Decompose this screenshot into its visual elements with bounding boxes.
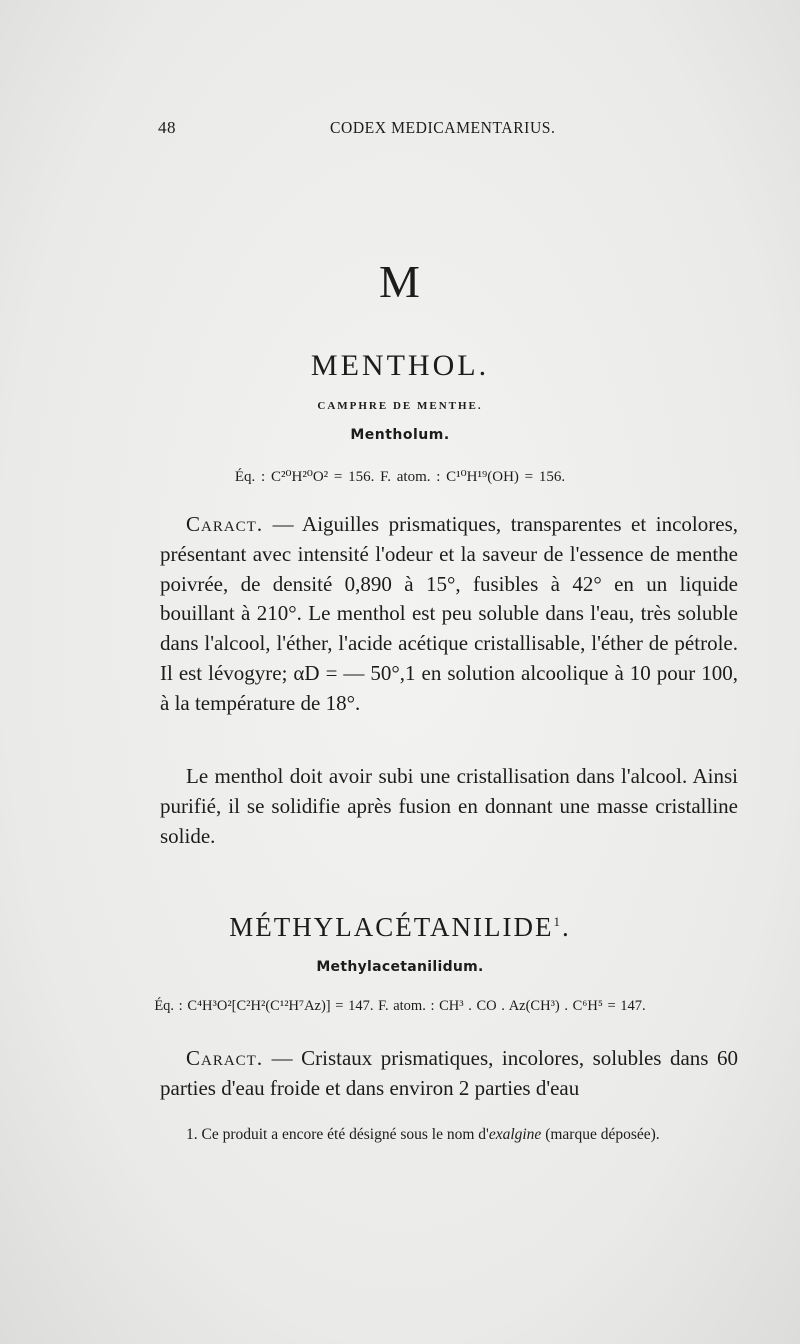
footnote-italic: exalgine [488, 1126, 542, 1143]
footnote-text: 1. Ce produit a encore été désigné sous le nom d' [186, 1126, 489, 1143]
chemical-formula: Éq. : C⁴H³O²[C²H²(C¹²H⁷Az)] = 147. F. atom. : CH³ . CO . Az(CH³) . C⁶H⁵ = 147. [154, 998, 646, 1014]
footnote [160, 1126, 738, 1144]
entry-title-text: MÉTHYLACÉTANILIDE [229, 912, 554, 942]
page-header [158, 118, 738, 142]
footnote-text-end: (marque déposée). [541, 1126, 660, 1143]
page-number: 48 [158, 118, 176, 137]
paragraph-characteristics [160, 1044, 738, 1104]
paragraph-purification [160, 762, 738, 851]
para-lead: Caract. [186, 512, 264, 536]
entry-title-methylacetanilide: MÉTHYLACÉTANILIDE$^1$. [229, 912, 571, 942]
para-text: — Aiguilles prismatiques, transparentes et incolores, présentant avec intensité l'odeur et la saveur de l'essence de menthe poivrée, de densité 0,890 à 15°, fusibles à 42° en un liquide bouillant à 210°. Le menthol est peu soluble dans l'eau, très soluble dans l'alcool, l'éther, l'acide acétique cristallisable, l'éther de pétrole. Il est lévogyre; αD = — 50°,1 en solution alcoolique à 10 pour 100, à la température de 18°. [160, 512, 738, 715]
entry-subtitle: CAMPHRE DE MENTHE. [317, 400, 483, 412]
entry-title-menthol: MENTHOL. [310, 349, 490, 382]
para-lead: Caract. [186, 1046, 264, 1070]
chemical-formula: Éq. : C²⁰H²⁰O² = 156. F. atom. : C¹⁰H¹⁹(OH) = 156. [234, 469, 566, 485]
para-text: Le menthol doit avoir subi une cristallisation dans l'alcool. Ainsi purifié, il se solidifie après fusion en donnant une masse cristalline solide. [160, 764, 738, 848]
latin-name: Methylacetanilidum. [316, 959, 484, 975]
para-text: — Cristaux prismatiques, incolores, solubles dans 60 parties d'eau froide et dans environ 2 parties d'eau [160, 1046, 738, 1100]
running-head: CODEX MEDICAMENTARIUS. [330, 118, 556, 137]
paragraph-characteristics [160, 510, 738, 719]
footnote-marker: 1 [553, 914, 563, 929]
latin-name: Mentholum. [350, 427, 450, 443]
section-letter: M [379, 256, 421, 307]
